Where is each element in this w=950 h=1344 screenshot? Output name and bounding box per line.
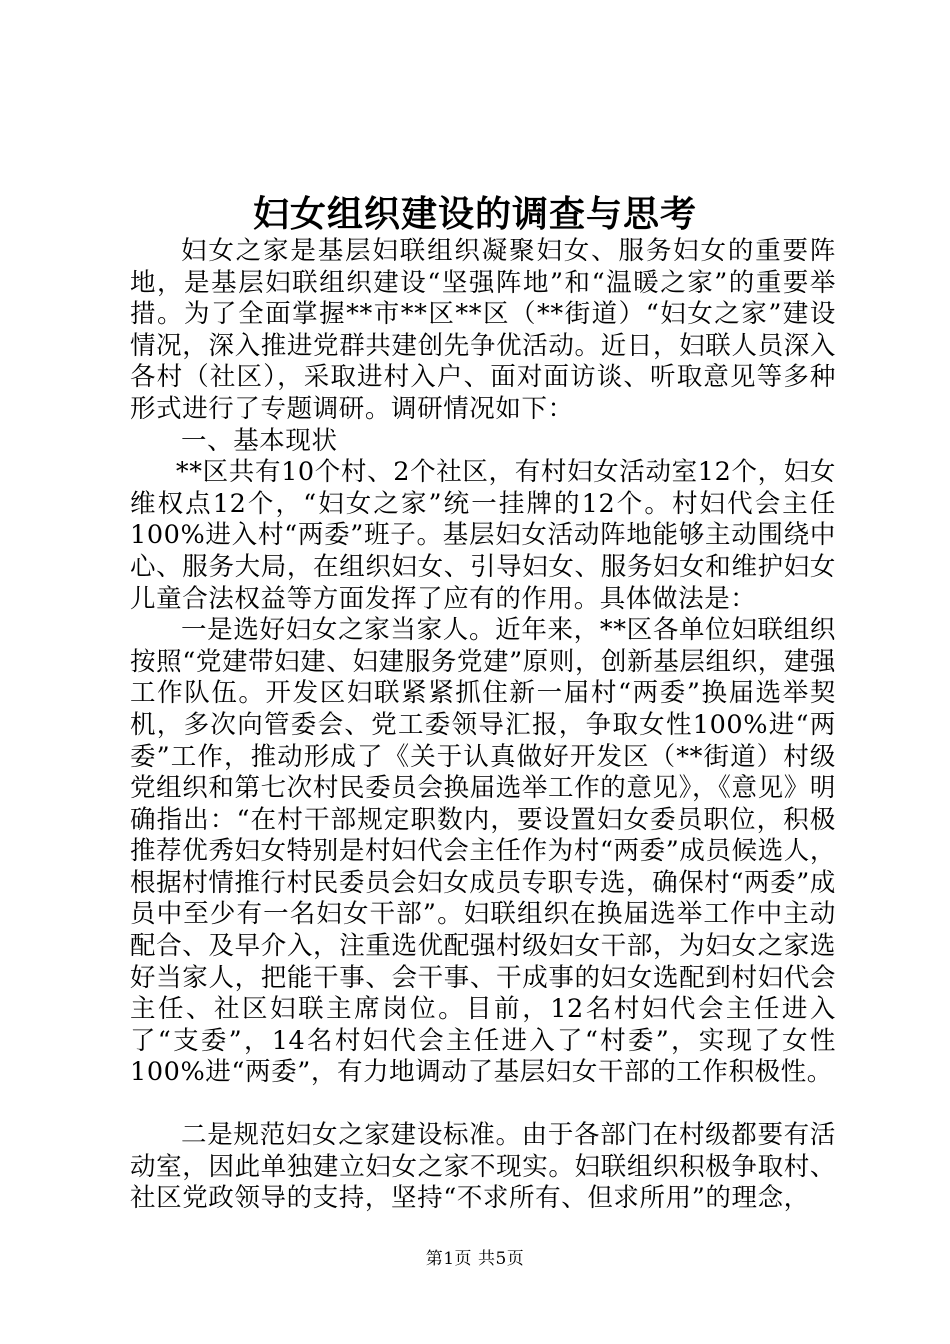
document-title: 妇女组织建设的调查与思考 [252, 193, 697, 235]
intro-paragraph: 妇女之家是基层妇联组织凝聚妇女、服务妇女的重要阵地，是基层妇联组织建设“坚强阵地”和“温暖之家”的重要举措。为了全面掌握**市**区**区（**街道）“妇女之家”建设情况，深入推进党群共建创先争优活动。近日，妇联人员深入各村（社区），采取进村入户、面对面访谈、听取意见等多种形式进行了专题调研。调研情况如下： [130, 236, 836, 424]
page-number-footer: 第1页 共5页 [425, 1249, 525, 1269]
point1-paragraph: 一是选好妇女之家当家人。近年来，**区各单位妇联组织按照“党建带妇建、妇建服务党建”原则，创新基层组织，建强工作队伍。开发区妇联紧紧抓住新一届村“两委”换届选举契机，多次向管委会、党工委领导汇报，争取女性100%进“两委”工作，推动形成了《关于认真做好开发区（**街道）村级党组织和第七次村民委员会换届选举工作的意见》，《意见》明确指出：“在村干部规定职数内，要设置妇女委员职位，积极推荐优秀妇女特别是村妇代会主任作为村“两委”成员候选人，根据村情推行村民委员会妇女成员专职专选，确保村“两委”成员中至少有一名妇女干部”。妇联组织在换届选举工作中主动配合、及早介入，注重选优配强村级妇女干部，为妇女之家选好当家人，把能干事、会干事、干成事的妇女选配到村妇代会主任、社区妇联主席岗位。目前，12名村妇代会主任进入了“支委”，14名村妇代会主任进入了“村委”，实现了女性100%进“两委”，有力地调动了基层妇女干部的工作积极性。 [130, 615, 836, 1088]
section-heading-basic-status: 一、基本现状 [181, 425, 338, 456]
point2-paragraph: 二是规范妇女之家建设标准。由于各部门在村级都要有活动室，因此单独建立妇女之家不现实。妇联组织积极争取村、社区党政领导的支持，坚持“不求所有、但求所用”的理念， [130, 1120, 836, 1214]
paragraph-spacer [130, 1089, 836, 1120]
document-body [130, 236, 836, 1215]
section1-paragraph: **区共有10个村、2个社区，有村妇女活动室12个，妇女维权点12个，“妇女之家”统一挂牌的12个。村妇代会主任100%进入村“两委”班子。基层妇女活动阵地能够主动围绕中心、服务大局，在组织妇女、引导妇女、服务妇女和维护妇女儿童合法权益等方面发挥了应有的作用。具体做法是： [130, 457, 836, 614]
